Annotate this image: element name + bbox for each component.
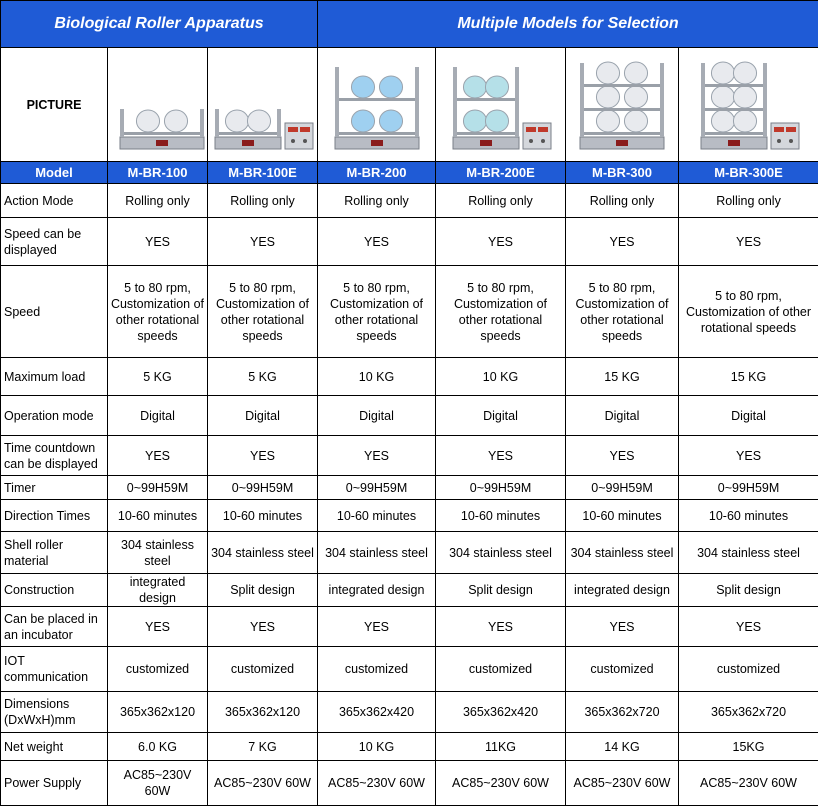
spec-value: 5 to 80 rpm, Customization of other rotational speeds [108, 266, 208, 358]
spec-value: 6.0 KG [108, 733, 208, 761]
spec-value: 365x362x720 [679, 692, 818, 733]
spec-value: AC85~230V 60W [208, 761, 318, 806]
spec-value: 10-60 minutes [318, 500, 436, 532]
spec-value: YES [566, 607, 679, 647]
spec-value: 0~99H59M [436, 476, 566, 500]
spec-value: AC85~230V 60W [318, 761, 436, 806]
spec-value: customized [436, 647, 566, 692]
spec-value: Digital [208, 396, 318, 436]
roller-1-tier-controller-icon [211, 53, 315, 157]
spec-row [1, 574, 818, 607]
spec-label: Action Mode [1, 184, 108, 218]
title-right: Multiple Models for Selection [318, 1, 818, 48]
spec-value: Split design [436, 574, 566, 607]
spec-value: 5 to 80 rpm, Customization of other rotational speeds [436, 266, 566, 358]
spec-value: Digital [679, 396, 818, 436]
picture-cell [679, 48, 818, 162]
spec-value: 7 KG [208, 733, 318, 761]
spec-label: Construction [1, 574, 108, 607]
spec-value: 5 KG [208, 358, 318, 396]
spec-label: Time countdown can be displayed [1, 436, 108, 476]
model-name: M-BR-200E [436, 162, 566, 184]
spec-label: Speed can be displayed [1, 218, 108, 266]
spec-value: 365x362x420 [318, 692, 436, 733]
spec-value: YES [436, 436, 566, 476]
spec-label: IOT communication [1, 647, 108, 692]
spec-value: integrated design [566, 574, 679, 607]
spec-value: YES [318, 607, 436, 647]
spec-value: Split design [208, 574, 318, 607]
spec-value: 5 to 80 rpm, Customization of other rotational speeds [566, 266, 679, 358]
spec-value: YES [318, 436, 436, 476]
spec-value: YES [679, 436, 818, 476]
spec-value: Rolling only [208, 184, 318, 218]
spec-value: 304 stainless steel [679, 532, 818, 574]
spec-value: 10 KG [318, 733, 436, 761]
spec-row [1, 218, 818, 266]
spec-label: Shell roller material [1, 532, 108, 574]
model-name: M-BR-100 [108, 162, 208, 184]
model-header: Model [1, 162, 108, 184]
spec-value: customized [566, 647, 679, 692]
spec-value: Rolling only [108, 184, 208, 218]
spec-value: 10-60 minutes [108, 500, 208, 532]
picture-cell [566, 48, 679, 162]
spec-value: Rolling only [679, 184, 818, 218]
spec-value: 15KG [679, 733, 818, 761]
spec-value: customized [318, 647, 436, 692]
spec-value: YES [566, 218, 679, 266]
spec-value: 365x362x420 [436, 692, 566, 733]
spec-row [1, 266, 818, 358]
picture-cell [108, 48, 208, 162]
spec-value: 10 KG [436, 358, 566, 396]
roller-2-tier-controller-icon [449, 53, 553, 157]
spec-label: Maximum load [1, 358, 108, 396]
spec-value: YES [679, 607, 818, 647]
spec-row [1, 358, 818, 396]
spec-label: Can be placed in an incubator [1, 607, 108, 647]
spec-value: customized [679, 647, 818, 692]
spec-value: AC85~230V 60W [679, 761, 818, 806]
spec-row [1, 733, 818, 761]
spec-label: Net weight [1, 733, 108, 761]
spec-value: YES [436, 607, 566, 647]
roller-1-tier-icon [110, 53, 208, 157]
spec-value: Rolling only [566, 184, 679, 218]
spec-value: 0~99H59M [318, 476, 436, 500]
spec-value: Rolling only [436, 184, 566, 218]
spec-label: Timer [1, 476, 108, 500]
spec-row [1, 476, 818, 500]
spec-value: 5 KG [108, 358, 208, 396]
spec-value: integrated design [318, 574, 436, 607]
picture-cell [318, 48, 436, 162]
spec-value: 304 stainless steel [208, 532, 318, 574]
model-name: M-BR-100E [208, 162, 318, 184]
spec-value: AC85~230V 60W [566, 761, 679, 806]
spec-row [1, 607, 818, 647]
spec-value: Split design [679, 574, 818, 607]
spec-value: AC85~230V 60W [108, 761, 208, 806]
title-row [1, 1, 818, 48]
spec-value: Digital [566, 396, 679, 436]
spec-value: 0~99H59M [208, 476, 318, 500]
spec-value: AC85~230V 60W [436, 761, 566, 806]
model-row [1, 162, 818, 184]
spec-value: Digital [318, 396, 436, 436]
spec-value: 15 KG [566, 358, 679, 396]
spec-row [1, 532, 818, 574]
spec-value: YES [208, 218, 318, 266]
spec-value: customized [108, 647, 208, 692]
picture-cell [436, 48, 566, 162]
spec-value: 14 KG [566, 733, 679, 761]
spec-label: Direction Times [1, 500, 108, 532]
spec-value: 15 KG [679, 358, 818, 396]
spec-value: 304 stainless steel [436, 532, 566, 574]
spec-value: 10-60 minutes [208, 500, 318, 532]
spec-value: 5 to 80 rpm, Customization of other rotational speeds [318, 266, 436, 358]
spec-row [1, 184, 818, 218]
spec-value: 5 to 80 rpm, Customization of other rotational speeds [679, 266, 818, 358]
spec-row [1, 396, 818, 436]
spec-value: YES [436, 218, 566, 266]
spec-value: YES [318, 218, 436, 266]
spec-value: Rolling only [318, 184, 436, 218]
model-name: M-BR-300E [679, 162, 818, 184]
title-left: Biological Roller Apparatus [1, 1, 318, 48]
spec-value: 10-60 minutes [679, 500, 818, 532]
spec-value: 10-60 minutes [566, 500, 679, 532]
spec-value: YES [208, 436, 318, 476]
spec-row [1, 692, 818, 733]
spec-row [1, 436, 818, 476]
spec-value: 304 stainless steel [108, 532, 208, 574]
spec-value: YES [208, 607, 318, 647]
picture-row [1, 48, 818, 162]
spec-value: integrated design [108, 574, 208, 607]
spec-value: YES [108, 607, 208, 647]
spec-value: 10 KG [318, 358, 436, 396]
model-name: M-BR-300 [566, 162, 679, 184]
spec-label: Operation mode [1, 396, 108, 436]
picture-label: PICTURE [1, 48, 108, 162]
spec-value: 5 to 80 rpm, Customization of other rotational speeds [208, 266, 318, 358]
spec-value: YES [679, 218, 818, 266]
roller-3-tier-icon [570, 53, 674, 157]
spec-row [1, 500, 818, 532]
spec-value: Digital [436, 396, 566, 436]
model-name: M-BR-200 [318, 162, 436, 184]
picture-cell [208, 48, 318, 162]
spec-row [1, 647, 818, 692]
spec-value: YES [108, 218, 208, 266]
spec-value: 0~99H59M [108, 476, 208, 500]
spec-value: 0~99H59M [566, 476, 679, 500]
spec-value: customized [208, 647, 318, 692]
spec-label: Power Supply [1, 761, 108, 806]
spec-value: YES [108, 436, 208, 476]
spec-label: Dimensions (DxWxH)mm [1, 692, 108, 733]
spec-value: YES [566, 436, 679, 476]
spec-value: 365x362x120 [208, 692, 318, 733]
spec-value: Digital [108, 396, 208, 436]
spec-value: 10-60 minutes [436, 500, 566, 532]
spec-label: Speed [1, 266, 108, 358]
roller-3-tier-controller-icon [697, 53, 801, 157]
spec-value: 365x362x120 [108, 692, 208, 733]
spec-value: 365x362x720 [566, 692, 679, 733]
spec-value: 304 stainless steel [318, 532, 436, 574]
roller-2-tier-icon [325, 53, 429, 157]
spec-value: 11KG [436, 733, 566, 761]
spec-value: 0~99H59M [679, 476, 818, 500]
spec-value: 304 stainless steel [566, 532, 679, 574]
